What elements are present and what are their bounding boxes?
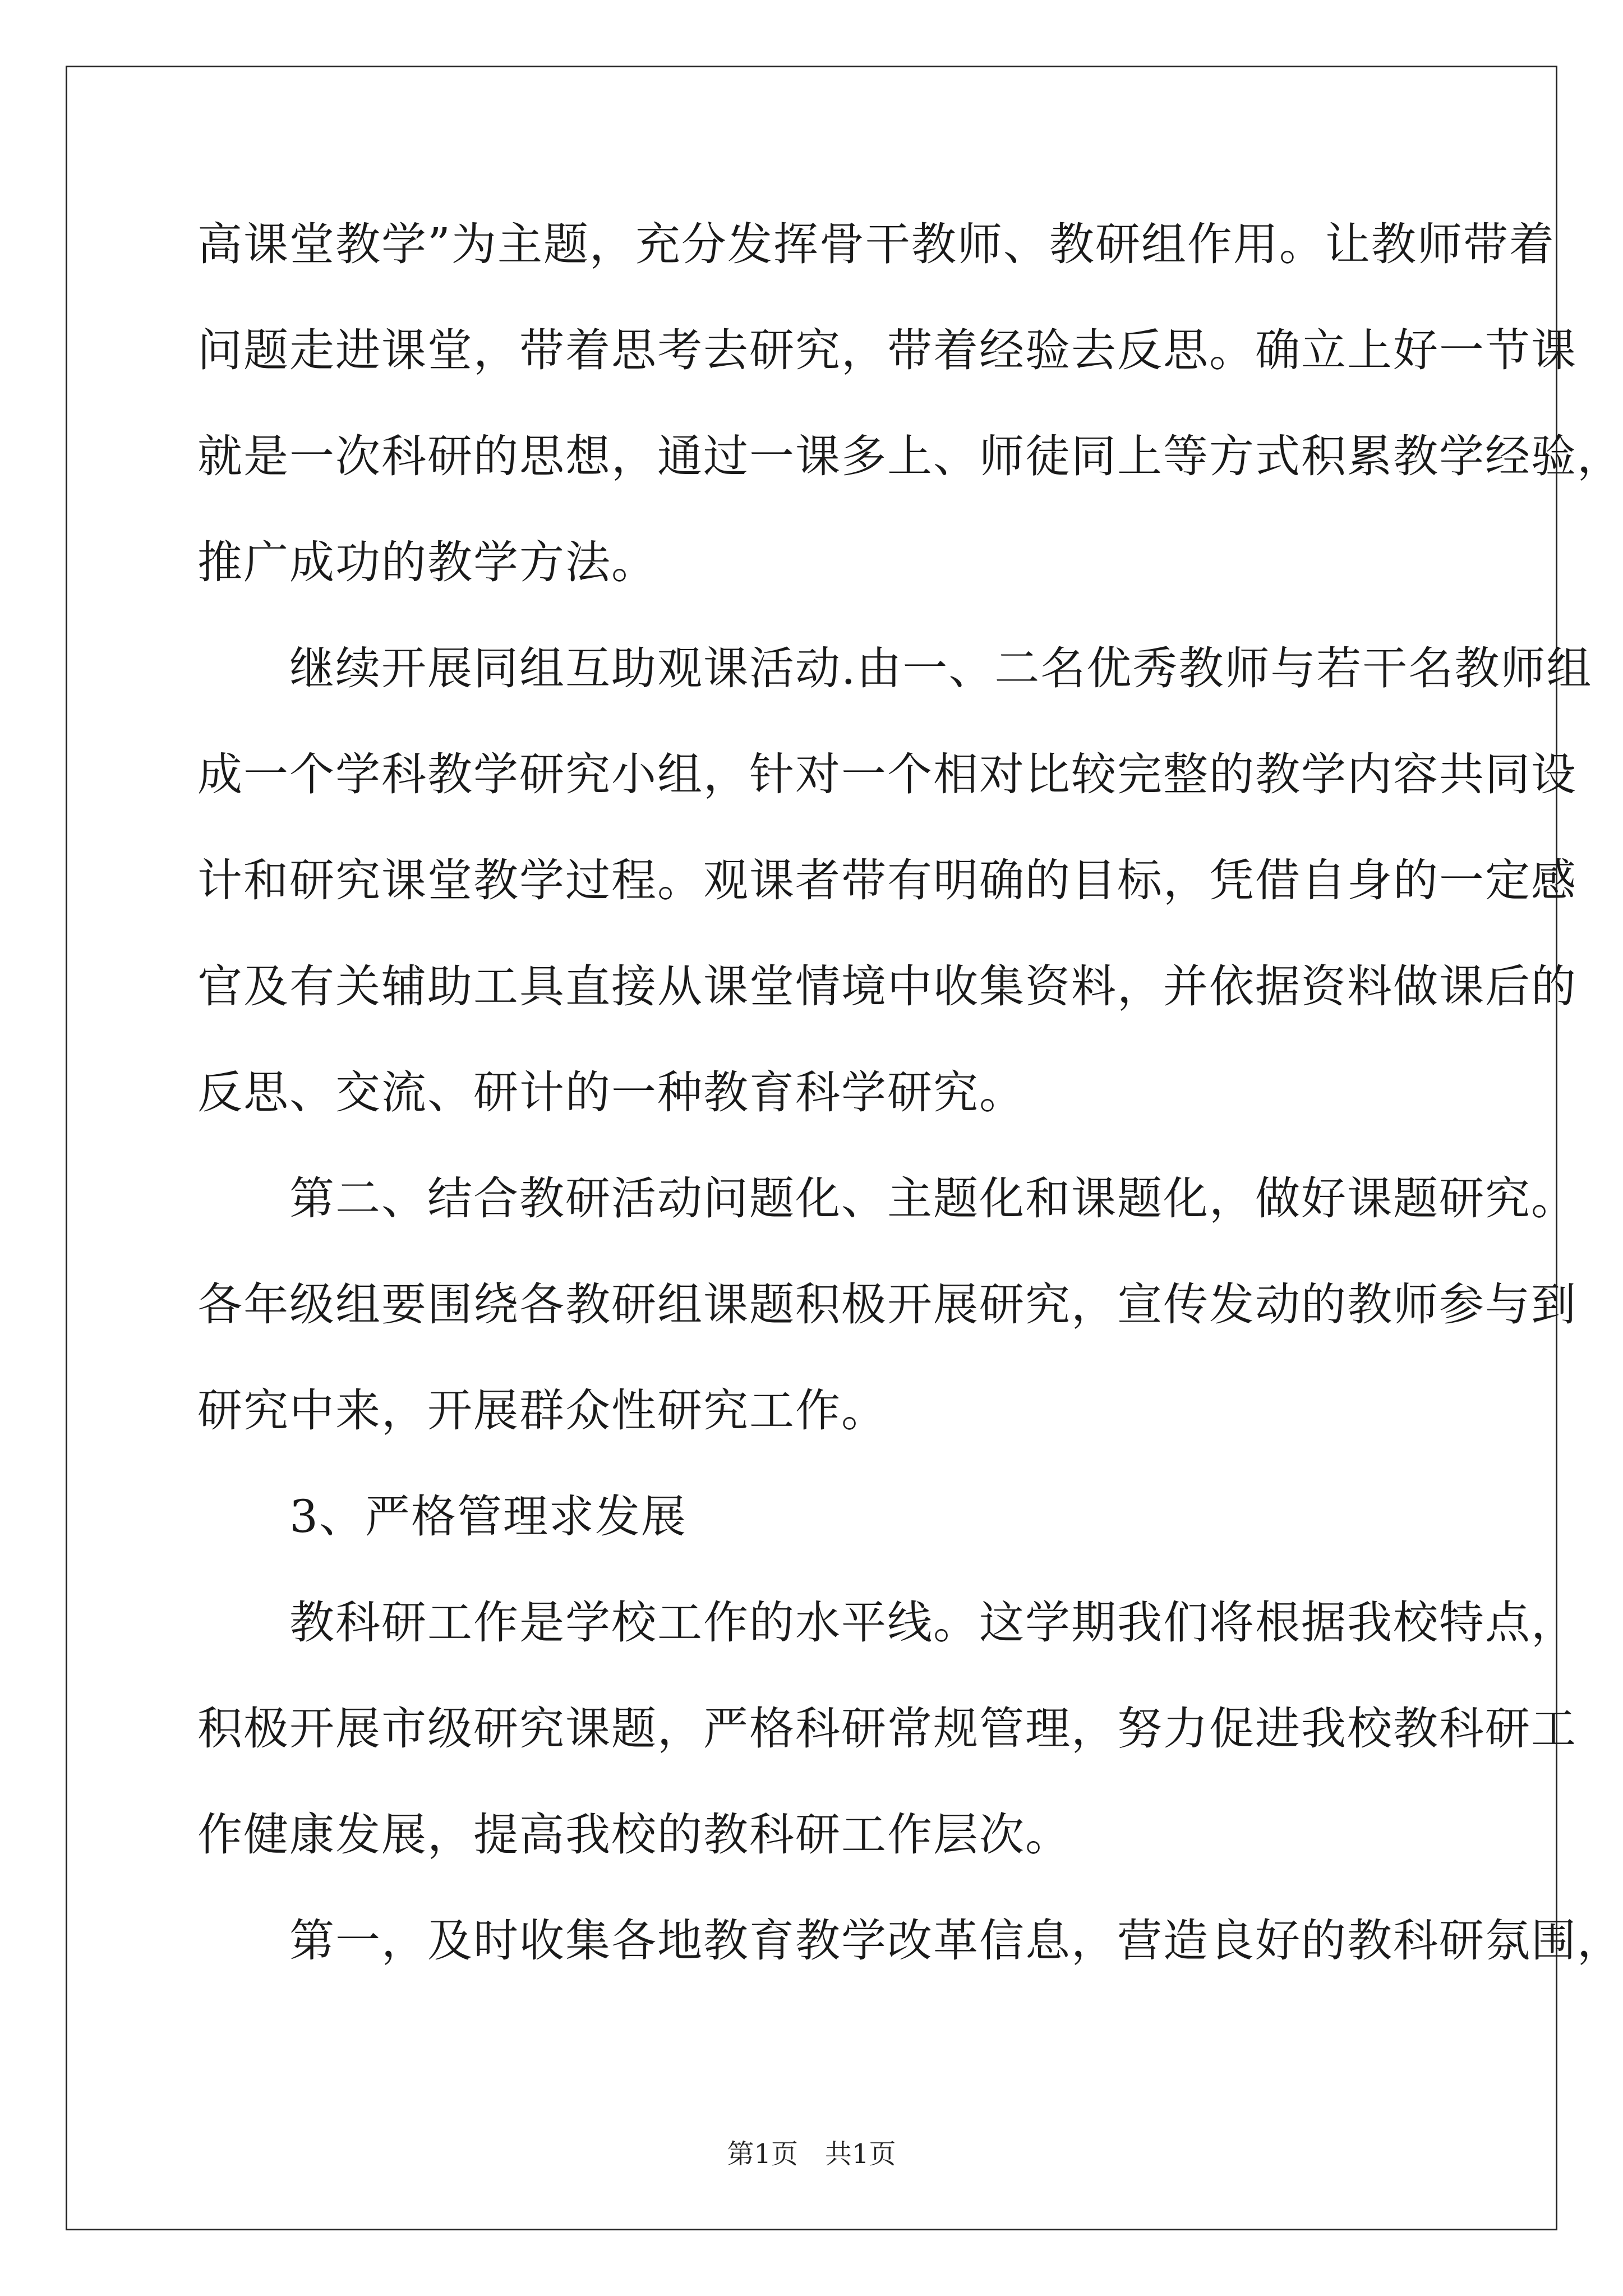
page-border (66, 66, 1557, 2230)
text-line: 继续开展同组互助观课活动.由一、二名优秀教师与若干名教师组 (197, 642, 1593, 694)
text-line: 计和研究课堂教学过程。观课者带有明确的目标，凭借自身的一定感 (197, 854, 1577, 907)
text-line: 推广成功的教学方法。 (197, 536, 657, 588)
text-line: 官及有关辅助工具直接从课堂情境中收集资料，并依据资料做课后的 (197, 960, 1577, 1013)
page-number: 第1页 共1页 (727, 2138, 896, 2170)
text-line: 各年级组要围绕各教研组课题积极开展研究，宣传发动的教师参与到 (197, 1278, 1577, 1331)
text-line: 教科研工作是学校工作的水平线。这学期我们将根据我校特点， (197, 1596, 1577, 1649)
text-line: 反思、交流、研计的一种教育科学研究。 (197, 1066, 1025, 1119)
text-line: 就是一次科研的思想，通过一课多上、师徒同上等方式积累教学经验， (197, 430, 1623, 482)
text-line: 问题走进课堂，带着思考去研究，带着经验去反思。确立上好一节课 (197, 324, 1577, 376)
text-line: 作健康发展，提高我校的教科研工作层次。 (197, 1809, 1071, 1861)
text-line: 成一个学科教学研究小组，针对一个相对比较完整的教学内容共同设 (197, 748, 1577, 800)
text-line: 积极开展市级研究课题，严格科研常规管理，努力促进我校教科研工 (197, 1703, 1577, 1755)
text-line: 研究中来，开展群众性研究工作。 (197, 1384, 887, 1437)
text-line: 第二、结合教研活动问题化、主题化和课题化，做好课题研究。 (197, 1172, 1577, 1225)
text-line: 高课堂教学”为主题，充分发挥骨干教师、教研组作用。让教师带着 (197, 218, 1555, 270)
text-line: 第一，及时收集各地教育教学改革信息，营造良好的教科研氛围， (197, 1915, 1623, 1967)
section-heading: 3、严格管理求发展 (197, 1490, 687, 1543)
